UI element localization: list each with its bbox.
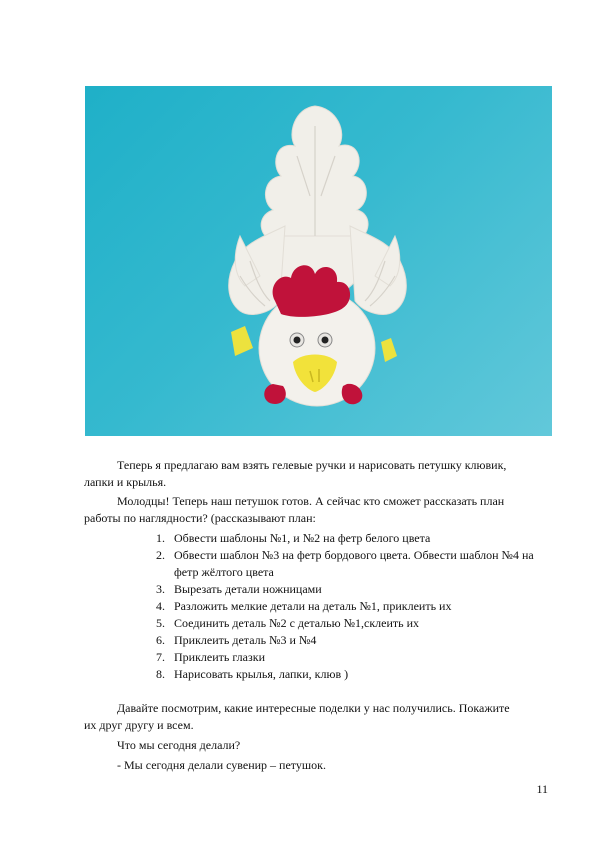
list-item: 2. Обвести шаблон №3 на фетр бордового цвета. Обвести шаблон №4 на фетр жёлтого цвета	[156, 548, 534, 579]
paragraph-3: Давайте посмотрим, какие интересные поделки у нас получились. Покажите их друг другу и всем.	[84, 701, 510, 732]
page-number: 11	[536, 782, 548, 796]
paragraph-4: Что мы сегодня делали?	[117, 738, 241, 752]
work-plan-list	[156, 530, 536, 683]
list-item: 7. Приклеить глазки	[156, 650, 265, 664]
rooster-craft-photo	[85, 86, 552, 436]
paragraph-2: Молодцы! Теперь наш петушок готов. А сейчас кто сможет рассказать план работы по наглядности? (рассказывают план:	[84, 494, 505, 525]
paragraph-5: - Мы сегодня делали сувенир – петушок.	[117, 758, 326, 772]
list-item: 8. Нарисовать крылья, лапки, клюв )	[156, 667, 349, 681]
paragraph-1: Теперь я предлагаю вам взять гелевые ручки и нарисовать петушку клювик, лапки и крылья.	[84, 458, 507, 489]
list-item: 6. Приклеить деталь №3 и №4	[156, 633, 317, 647]
list-item: 3. Вырезать детали ножницами	[156, 582, 322, 596]
list-item: 5. Соединить деталь №2 с деталью №1,склеить их	[156, 616, 420, 630]
felt-rooster-illustration	[85, 86, 552, 436]
list-item: 1. Обвести шаблоны №1, и №2 на фетр белого цвета	[156, 531, 431, 545]
list-item: 4. Разложить мелкие детали на деталь №1, приклеить их	[156, 599, 452, 613]
